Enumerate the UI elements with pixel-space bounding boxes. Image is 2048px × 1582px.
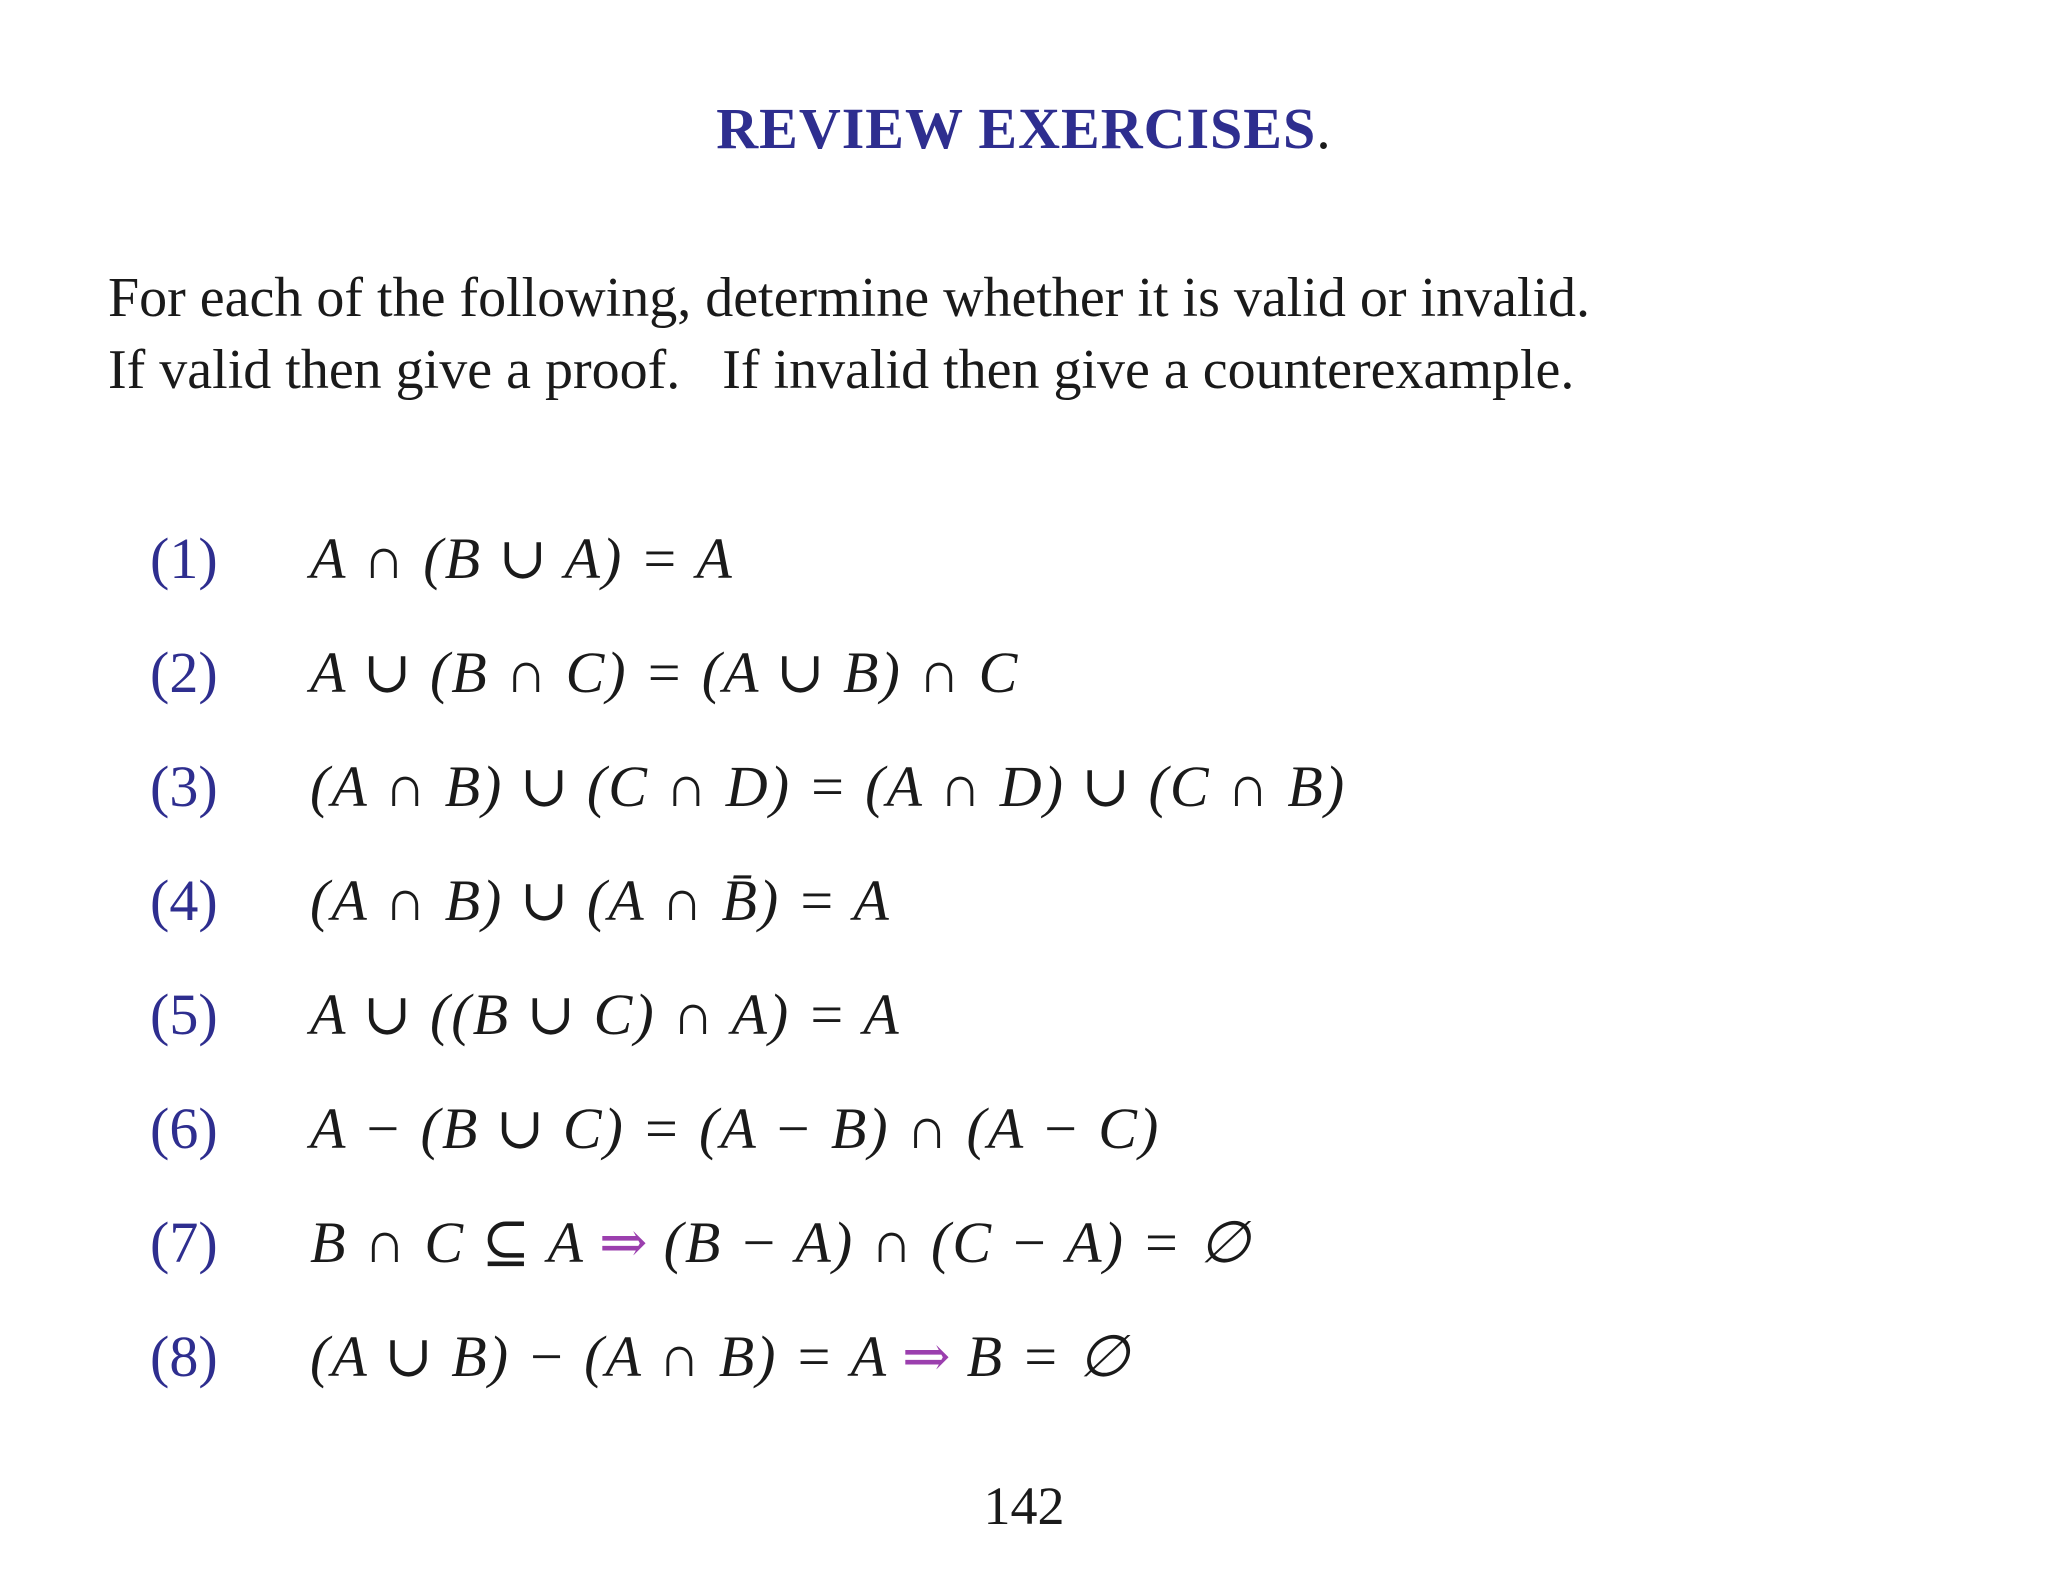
exercise-number: (8) (150, 1323, 218, 1389)
conclusion: B = ∅ (966, 1324, 1131, 1389)
exercise-number: (6) (150, 1095, 218, 1161)
exercise-expression: (A ∩ B) ∪ (A ∩ B̄) = A (310, 868, 891, 933)
exercise-5 (150, 974, 901, 1054)
exercise-number: (3) (150, 753, 218, 819)
page-number: 142 (983, 1476, 1065, 1536)
instructions (108, 262, 1968, 406)
exercise-1 (150, 518, 734, 598)
exercise-expression: A − (B ∪ C) = (A − B) ∩ (A − C) (310, 1096, 1161, 1161)
instructions-line-2: If valid then give a proof. If invalid then give a counterexample. (108, 339, 1575, 401)
exercise-7 (150, 1202, 1252, 1282)
exercise-expression: A ∪ ((B ∪ C) ∩ A) = A (310, 982, 901, 1047)
title-period: . (1316, 96, 1332, 161)
exercise-2 (150, 632, 1019, 712)
implies-arrow: ⇒ (902, 1324, 953, 1389)
conclusion: (B − A) ∩ (C − A) = ∅ (663, 1210, 1252, 1275)
exercise-number: (1) (150, 525, 218, 591)
exercise-4 (150, 860, 891, 940)
title-text: REVIEW EXERCISES (716, 96, 1317, 161)
page-title (0, 95, 2048, 162)
exercise-number: (5) (150, 981, 218, 1047)
exercise-expression: A ∪ (B ∩ C) = (A ∪ B) ∩ C (310, 640, 1020, 705)
exercise-expression (310, 1322, 1131, 1390)
exercise-number: (2) (150, 639, 218, 705)
exercise-expression (310, 1208, 1252, 1276)
exercise-number: (7) (150, 1209, 218, 1275)
exercise-8 (150, 1316, 1131, 1396)
exercise-expression: A ∩ (B ∪ A) = A (310, 526, 734, 591)
exercise-expression: (A ∩ B) ∪ (C ∩ D) = (A ∩ D) ∪ (C ∩ B) (310, 754, 1347, 819)
implies-arrow: ⇒ (598, 1210, 650, 1275)
premise: (A ∪ B) − (A ∩ B) = A (310, 1324, 889, 1389)
premise: B ∩ C ⊆ A (310, 1210, 585, 1275)
exercise-6 (150, 1088, 1160, 1168)
exercise-3 (150, 746, 1346, 826)
instructions-line-1: For each of the following, determine whether it is valid or invalid. (108, 267, 1591, 329)
exercise-number: (4) (150, 867, 218, 933)
